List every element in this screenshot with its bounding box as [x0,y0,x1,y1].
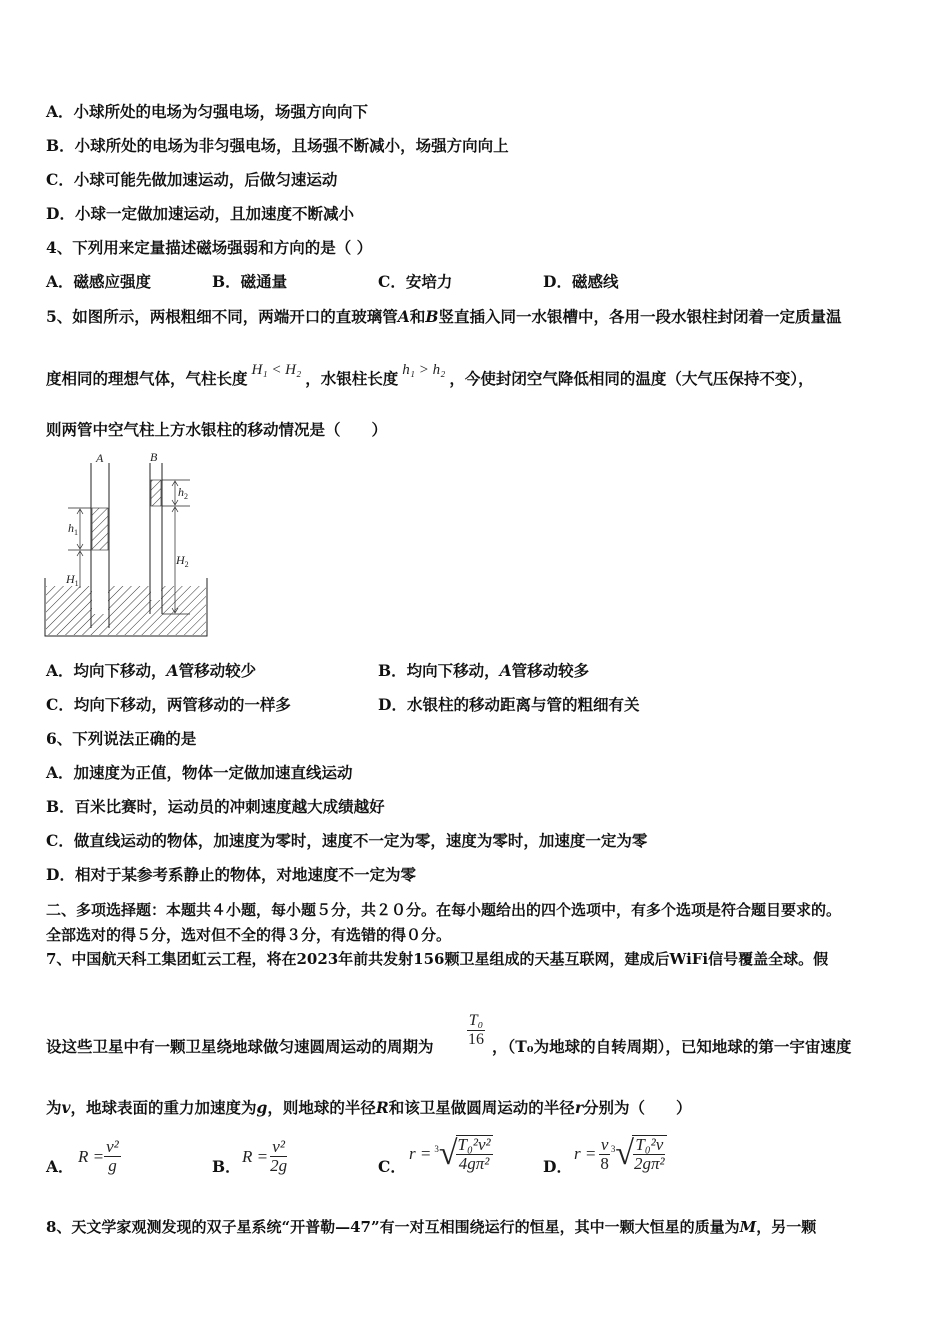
q7-option-a-label: A． [46,1157,74,1176]
q3-option-a: A．小球所处的电场为匀强电场，场强方向向下 [46,102,369,121]
H2-label: $H_2$ [176,553,189,569]
q7-option-d-formula: r = $\frac{v}{8}$ 3 √ $\frac{\text{T₀²v}}{\text{2gπ²}}$ [574,1134,665,1173]
q7-period-fraction: $\frac{\text{T₀}}{16}$ [468,1012,484,1048]
q3-option-b: B．小球所处的电场为非匀强电场，且场强不断减小，场强方向向上 [46,136,509,155]
q6-option-d: D．相对于某参考系静止的物体，对地速度不一定为零 [46,865,416,884]
q3-option-c: C．小球可能先做加速运动，后做匀速运动 [46,170,338,189]
section2-instructions-line1: 二、多项选择题：本题共４小题，每小题５分，共２０分。在每小题给出的四个选项中，有多个选项是符合题目要求的。 [46,901,842,919]
q5-option-d: D．水银柱的移动距离与管的粗细有关 [378,695,640,714]
q4-option-c: C．安培力 [378,272,453,291]
q7-option-c-formula: r = 3 √ $\frac{\text{T₀²v²}}{\text{4gπ²}}$ [409,1135,491,1173]
q7-option-b-label: B． [212,1157,241,1176]
q7-option-c-label: C． [378,1157,406,1176]
tube-b-label: B [150,450,158,464]
q4-stem: 4、下列用来定量描述磁场强弱和方向的是（ ） [46,238,373,257]
q5-line3: 则两管中空气柱上方水银柱的移动情况是（ ） [46,420,388,439]
q7-option-d-label: D． [543,1157,572,1176]
q5-option-c: C．均向下移动，两管移动的一样多 [46,695,291,714]
H1-label: $H_1$ [66,572,79,588]
q5-tube-diagram [40,448,215,640]
q4-option-d: D．磁感线 [543,272,619,291]
q6-option-a: A．加速度为正值，物体一定做加速直线运动 [46,763,353,782]
q3-option-d: D．小球一定做加速运动，且加速度不断减小 [46,204,354,223]
q4-option-a: A．磁感应强度 [46,272,152,291]
q5-condition-H: H₁ < H₂ [251,362,302,378]
q5-line2: 度相同的理想气体，气柱长度 H₁ < H₂ ，水银柱长度 h₁ > h₂ ，今使封闭空气降低相同的温度（大气压保持不变）， [46,362,814,388]
q7-line1: 7、中国航天科工集团虹云工程，将在2023年前共发射156颗卫星组成的天基互联网，建成后WiFi信号覆盖全球。假 [46,950,829,968]
section2-instructions-line2: 全部选对的得５分，选对但不全的得３分，有选错的得０分。 [46,926,452,944]
q5-line1: 5、如图所示，两根粗细不同，两端开口的直玻璃管A和B竖直插入同一水银槽中，各用一段水银柱封闭着一定质量温 [46,307,842,326]
q7-line2: 设这些卫星中有一颗卫星绕地球做匀速圆周运动的周期为 [46,1037,434,1056]
tube-a-label: A [96,451,104,465]
q6-stem: 6、下列说法正确的是 [46,729,197,748]
q5-option-a: A．均向下移动，A管移动较少 [46,661,257,680]
q5-option-b: B．均向下移动，A管移动较多 [378,661,590,680]
q7-option-b-formula: R = $\frac{\text{v²}}{2g}$ [242,1137,288,1175]
h2-label: $h_2$ [178,485,188,501]
q4-option-b: B．磁通量 [212,272,288,291]
q7-line2-cont: ，（T₀为地球的自转周期），已知地球的第一宇宙速度 [492,1037,852,1056]
q6-option-c: C．做直线运动的物体，加速度为零时，速度不一定为零，速度为零时，加速度一定为零 [46,831,648,850]
q5-condition-h: h₁ > h₂ [402,362,446,378]
q7-line3: 为v，地球表面的重力加速度为g，则地球的半径R和该卫星做圆周运动的半径r分别为（ ） [46,1098,692,1117]
h1-label: $h_1$ [68,521,78,537]
q6-option-b: B．百米比赛时，运动员的冲刺速度越大成绩越好 [46,797,385,816]
q8-line1: 8、天文学家观测发现的双子星系统“开普勒—47”有一对互相围绕运行的恒星，其中一颗大恒星的质量为M，另一颗 [46,1218,817,1236]
q7-option-a-formula: R = $\frac{\text{v²}}{g}$ [78,1137,119,1175]
